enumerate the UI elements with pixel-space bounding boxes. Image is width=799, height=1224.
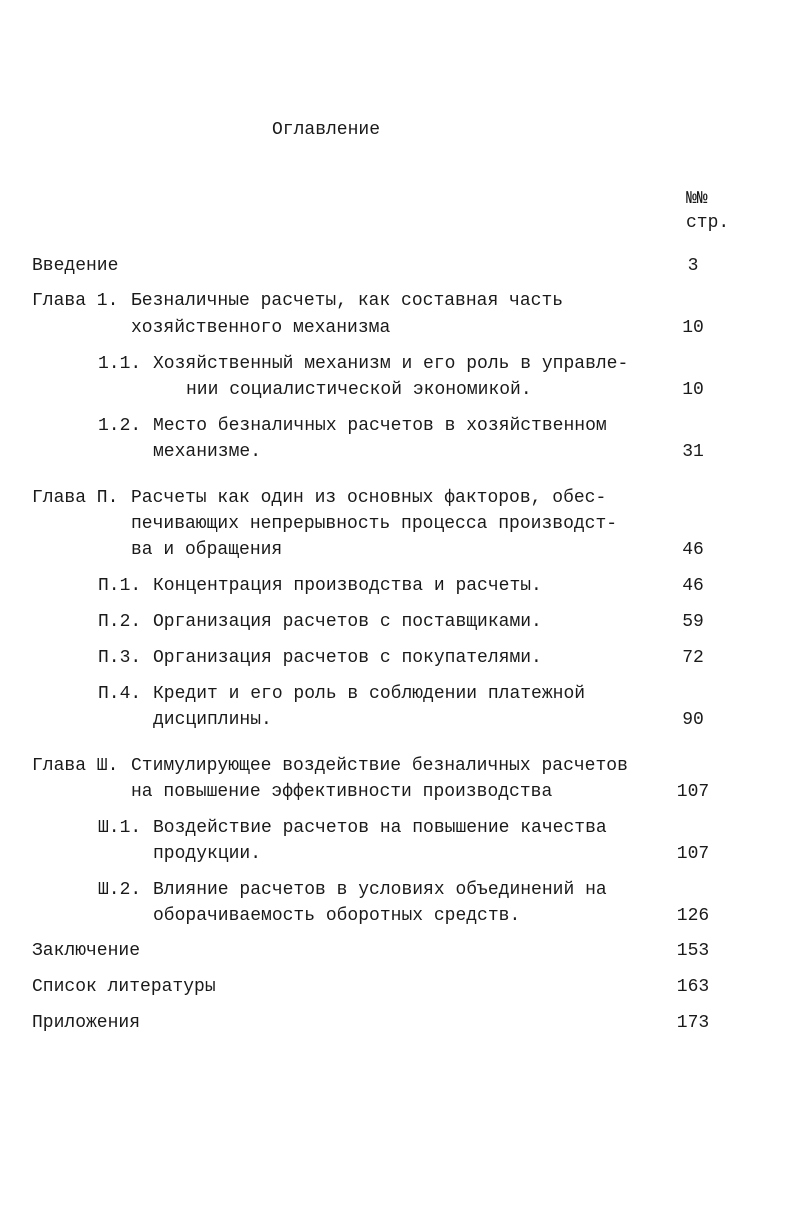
toc-entry-bibliography-page: 163 <box>676 977 710 997</box>
toc-section-2-4-label: П.4. <box>98 684 142 704</box>
toc-section-1-1-page: 10 <box>682 380 704 400</box>
toc-section-2-2-label: П.2. <box>98 612 142 632</box>
toc-entry-conclusion-page: 153 <box>676 941 710 961</box>
toc-section-3-2-page: 126 <box>676 906 710 926</box>
toc-section-3-2-label: Ш.2. <box>98 880 142 900</box>
toc-section-3-1-line-2: продукции. <box>153 844 262 864</box>
toc-chapter-3-line-2: на повышение эффективности производства <box>131 782 553 802</box>
toc-section-1-1-line-2: нии социалистической экономикой. <box>186 380 532 400</box>
toc-entry-intro-page: 3 <box>687 256 699 276</box>
toc-section-2-4-page: 90 <box>682 710 704 730</box>
toc-section-1-1-label: 1.1. <box>98 354 142 374</box>
toc-chapter-1-page: 10 <box>682 318 704 338</box>
toc-section-2-1-label: П.1. <box>98 576 142 596</box>
toc-section-1-2-page: 31 <box>682 442 704 462</box>
page-number-header-symbol: №№ <box>686 189 708 209</box>
toc-entry-appendices-text: Приложения <box>32 1013 141 1033</box>
toc-section-1-2-line-1: Место безналичных расчетов в хозяйственном <box>153 416 607 436</box>
toc-chapter-2-line-1: Расчеты как один из основных факторов, обес- <box>131 488 607 508</box>
toc-chapter-1-line-2: хозяйственного механизма <box>131 318 391 338</box>
toc-chapter-2-line-3: ва и обращения <box>131 540 283 560</box>
toc-section-1-1-line-1: Хозяйственный механизм и его роль в управле- <box>153 354 629 374</box>
toc-section-2-3-label: П.3. <box>98 648 142 668</box>
toc-section-2-3-line-1: Организация расчетов с покупателями. <box>153 648 542 668</box>
toc-chapter-2-page: 46 <box>682 540 704 560</box>
toc-chapter-3-label: Глава Ш. <box>32 756 119 776</box>
toc-section-2-2-page: 59 <box>682 612 704 632</box>
page-number-header: стр. <box>686 213 730 233</box>
toc-section-3-2-line-2: оборачиваемость оборотных средств. <box>153 906 521 926</box>
toc-chapter-3-page: 107 <box>676 782 710 802</box>
toc-section-2-4-line-1: Кредит и его роль в соблюдении платежной <box>153 684 586 704</box>
toc-chapter-1-line-1: Безналичные расчеты, как составная часть <box>131 291 564 311</box>
toc-section-3-1-label: Ш.1. <box>98 818 142 838</box>
toc-section-3-2-line-1: Влияние расчетов в условиях объединений на <box>153 880 607 900</box>
toc-entry-conclusion-text: Заключение <box>32 941 141 961</box>
toc-section-2-1-line-1: Концентрация производства и расчеты. <box>153 576 542 596</box>
toc-chapter-3-line-1: Стимулирующее воздействие безналичных расчетов <box>131 756 628 776</box>
toc-chapter-1-label: Глава 1. <box>32 291 119 311</box>
toc-section-1-2-line-2: механизме. <box>153 442 262 462</box>
toc-entry-bibliography-text: Список литературы <box>32 977 216 997</box>
toc-chapter-2-label: Глава П. <box>32 488 119 508</box>
toc-section-2-3-page: 72 <box>682 648 704 668</box>
toc-entry-intro-text: Введение <box>32 256 119 276</box>
toc-section-2-4-line-2: дисциплины. <box>153 710 272 730</box>
toc-chapter-2-line-2: печивающих непрерывность процесса производст- <box>131 514 618 534</box>
page-title: Оглавление <box>271 120 381 140</box>
toc-section-2-1-page: 46 <box>682 576 704 596</box>
toc-section-1-2-label: 1.2. <box>98 416 142 436</box>
toc-section-3-1-line-1: Воздействие расчетов на повышение качества <box>153 818 607 838</box>
toc-entry-appendices-page: 173 <box>676 1013 710 1033</box>
toc-section-2-2-line-1: Организация расчетов с поставщиками. <box>153 612 542 632</box>
toc-section-3-1-page: 107 <box>676 844 710 864</box>
